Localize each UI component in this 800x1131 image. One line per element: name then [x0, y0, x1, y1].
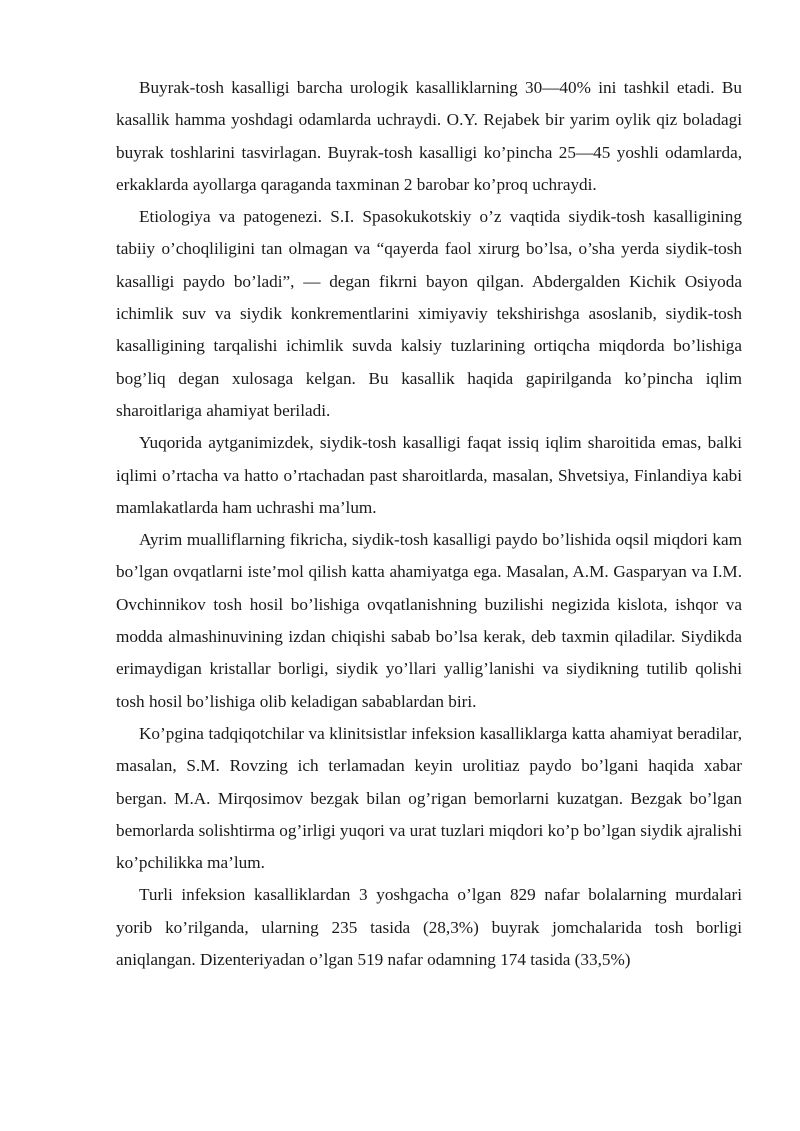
paragraph: Turli infeksion kasalliklardan 3 yoshgacha o’lgan 829 nafar bolalarning murdalari yorib ko’rilganda, ularning 235 tasida (28,3%) buyrak jomchalarida tosh borligi aniqlangan. Dizenteriyadan o’lgan 519 nafar odamning 174 tasida (33,5%) — [116, 885, 742, 970]
paragraph: Etiologiya va patogenezi. S.I. Spasokukotskiy o’z vaqtida siydik-tosh kasalligining tabiiy o’choqliligini tan olmagan va “qayerda faol xirurg bo’lsa, o’sha yerda siydik-tosh kasalligi paydo bo’ladi”, — degan fikrni bayon qilgan. Abdergalden Kichik Osiyoda ichimlik suv va siydik konkrementlarini ximiyaviy tekshirishga asoslanib, siydik-tosh kasalligining tarqalishi ichimlik suvda kalsiy tuzlarining ortiqcha miqdorda bo’lishiga bog’liq degan xulosaga kelgan. Bu kasallik haqida gapirilganda ko’pincha iqlim sharoitlariga ahamiyat beriladi. — [116, 207, 742, 420]
paragraph: Ko’pgina tadqiqotchilar va klinitsistlar infeksion kasalliklarga katta ahamiyat beradilar, masalan, S.M. Rovzing ich terlamadan keyin urolitiaz paydo bo’lgani haqida xabar bergan. M.A. Mirqosimov bezgak bilan og’rigan bemorlarni kuzatgan. Bezgak bo’lgan bemorlarda solishtirma og’irligi yuqori va urat tuzlari miqdori ko’p bo’lgan siydik ajralishi ko’pchilikka ma’lum. — [116, 723, 742, 873]
paragraph: Yuqorida aytganimizdek, siydik-tosh kasalligi faqat issiq iqlim sharoitida emas, balki iqlimi o’rtacha va hatto o’rtachadan past sharoitlarda, masalan, Shvetsiya, Finlandiya kabi mamlakatlarda ham uchrashi ma’lum. — [116, 433, 742, 517]
document-page — [116, 72, 742, 976]
paragraph: Ayrim mualliflarning fikricha, siydik-tosh kasalligi paydo bo’lishida oqsil miqdori kam bo’lgan ovqatlarni iste’mol qilish katta ahamiyatga ega. Masalan, A.M. Gasparyan va I.M. Ovchinnikov tosh hosil bo’lishiga ovqatlanishning buzilishi negizida kislota, ishqor va modda almashinuvining izdan chiqishi sabab bo’lsa kerak, deb taxmin qiladilar. Siydikda erimaydigan kristallar borligi, siydik yo’llari yallig’lanishi va siydikning tutilib qolishi tosh hosil bo’lishiga olib keladigan sabablardan biri. — [116, 530, 742, 711]
paragraph: Buyrak-tosh kasalligi barcha urologik kasalliklarning 30—40% ini tashkil etadi. Bu kasallik hamma yoshdagi odamlarda uchraydi. O.Y. Rejabek bir yarim oylik qiz boladagi buyrak toshlarini tasvirlagan. Buyrak-tosh kasalligi ko’pincha 25—45 yoshli odamlarda, erkaklarda ayollarga qaraganda taxminan 2 barobar ko’proq uchraydi. — [116, 78, 742, 194]
